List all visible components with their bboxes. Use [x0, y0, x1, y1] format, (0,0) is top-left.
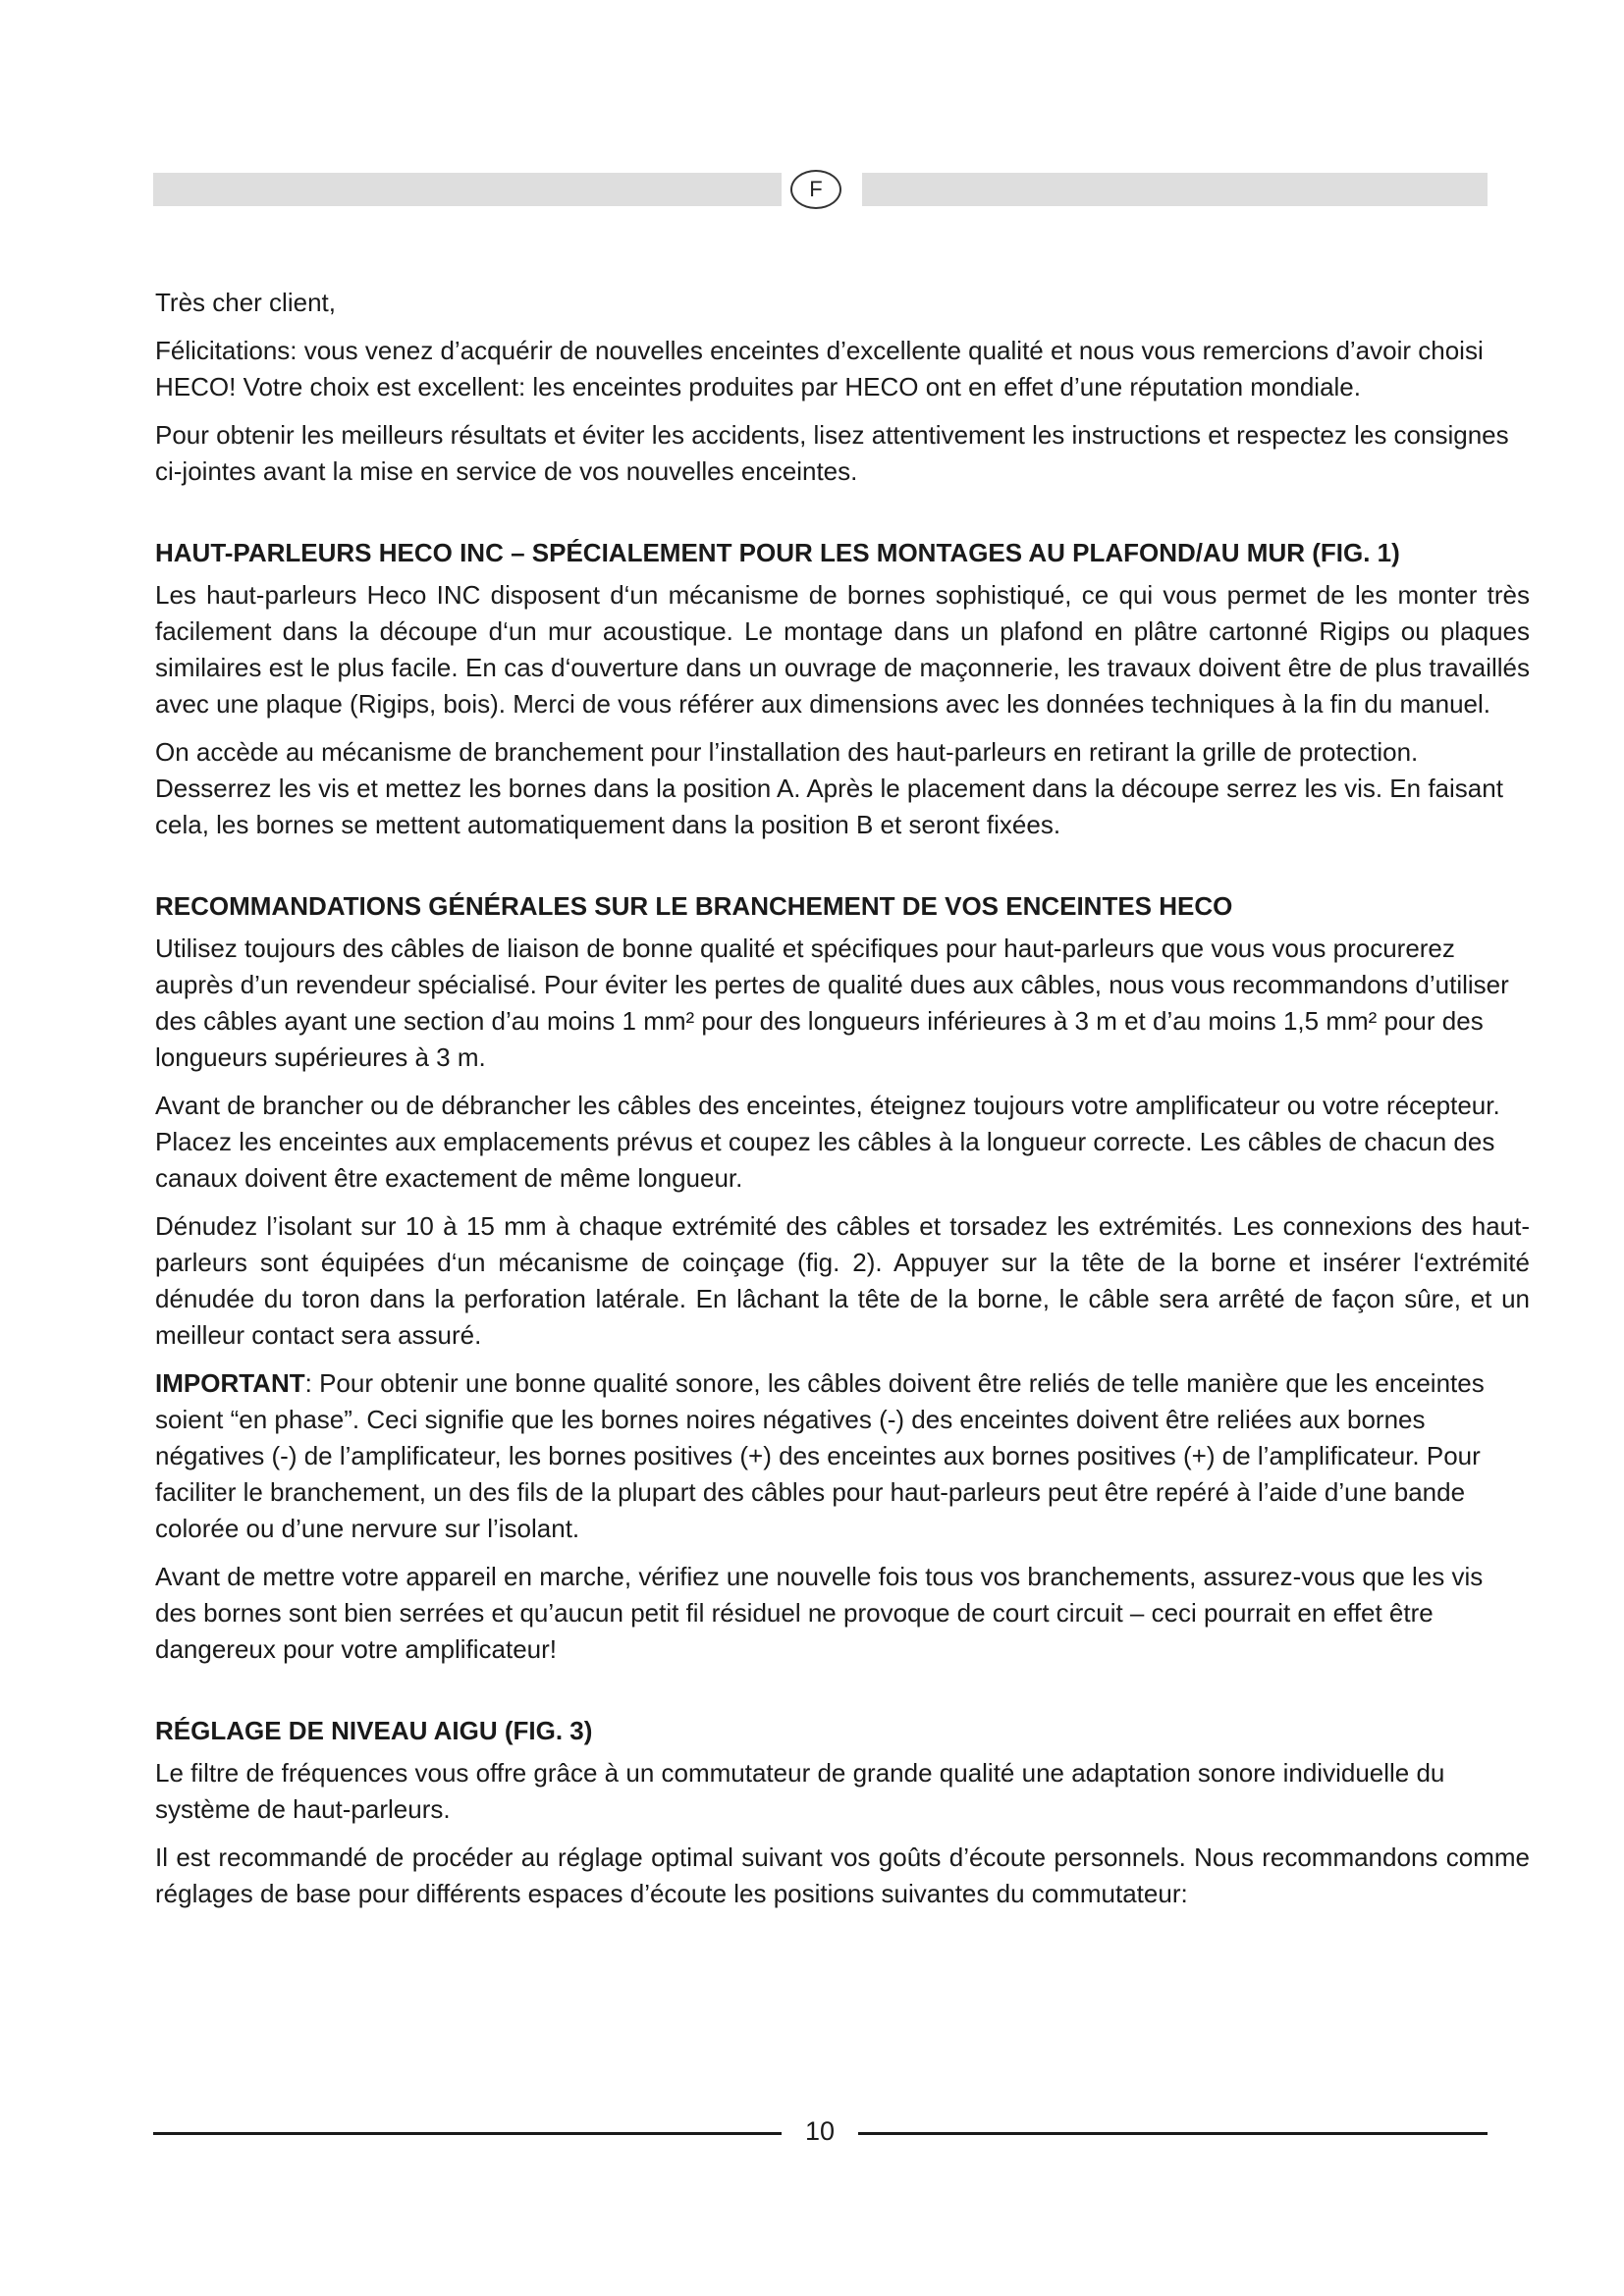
section3-paragraph-1: Le filtre de fréquences vous offre grâce à un commutateur de grande qualité une adaptation sonore individuelle du système de haut-parleurs.	[155, 1758, 1445, 1824]
section2-paragraph-3: Dénudez l’isolant sur 10 à 15 mm à chaque extrémité des câbles et torsadez les extrémités. Les connexions des haut-parleurs sont équipées d‘un mécanisme de coinçage (fig. 2). Appuyer sur la tête de la borne et insérer l‘extrémité dénudée du toron dans la perforation latérale. En lâchant la tête de la borne, le câble sera arrêté de façon sûre, et un meilleur contact sera assuré.	[155, 1211, 1530, 1350]
intro-paragraph-2: Pour obtenir les meilleurs résultats et éviter les accidents, lisez attentivement les instructions et respectez les consignes ci-jointes avant la mise en service de vos nouvelles enceintes.	[155, 420, 1509, 486]
header-bar-right	[862, 173, 1488, 206]
footer-rule-right	[858, 2132, 1488, 2135]
section1-paragraph-1: Les haut-parleurs Heco INC disposent d‘un mécanisme de bornes sophistiqué, ce qui vous permet de les monter très facilement dans la découpe d‘un mur acoustique. Le montage dans un plafond en plâtre cartonné Rigips ou plaques similaires est le plus facile. En cas d‘ouverture dans un ouvrage de maçonnerie, les travaux doivent être de plus travaillés avec une plaque (Rigips, bois). Merci de vous référer aux dimensions avec les données techniques à la fin du manuel.	[155, 580, 1530, 719]
section1-paragraph-2: On accède au mécanisme de branchement pour l’installation des haut-parleurs en retirant la grille de protection. Desserrez les vis et mettez les bornes dans la position A. Après le placement dans la découpe serrez les vis. En faisant cela, les bornes se mettent automatiquement dans la position B et seront fixées.	[155, 737, 1503, 839]
section-heading-recommendations: RECOMMANDATIONS GÉNÉRALES SUR LE BRANCHEMENT DE VOS ENCEINTES HECO	[155, 891, 1233, 921]
greeting: Très cher client,	[155, 288, 336, 317]
section2-paragraph-important	[155, 1365, 1530, 1547]
footer-rule-left	[153, 2132, 782, 2135]
section2-paragraph-2: Avant de brancher ou de débrancher les câbles des enceintes, éteignez toujours votre amplificateur ou votre récepteur. Placez les enceintes aux emplacements prévus et coupez les câbles à la longueur correcte. Les câbles de chacun des canaux doivent être exactement de même longueur.	[155, 1091, 1500, 1193]
important-text: : Pour obtenir une bonne qualité sonore, les câbles doivent être reliés de telle manière que les enceintes soient “en phase”. Ceci signifie que les bornes noires négatives (-) des enceintes doivent être reliées aux bornes négatives (-) de l’amplificateur, les bornes positives (+) des enceintes aux bornes positives (+) de l’amplificateur. Pour faciliter le branchement, un des fils de la plupart des câbles pour haut-parleurs peut être repéré à l’aide d’une bande colorée ou d’une nervure sur l’isolant.	[155, 1368, 1485, 1543]
intro-paragraph-1: Félicitations: vous venez d’acquérir de nouvelles enceintes d’excellente qualité et nous vous remercions d’avoir choisi HECO! Votre choix est excellent: les enceintes produites par HECO ont en effet d’une réputation mondiale.	[155, 336, 1484, 401]
section-heading-treble-level: RÉGLAGE DE NIVEAU AIGU (FIG. 3)	[155, 1716, 593, 1745]
language-badge: F	[790, 170, 841, 209]
section2-paragraph-1: Utilisez toujours des câbles de liaison de bonne qualité et spécifiques pour haut-parleurs que vous vous procurerez auprès d’un revendeur spécialisé. Pour éviter les pertes de qualité dues aux câbles, nous vous recommandons d’utiliser des câbles ayant une section d’au moins 1 mm² pour des longueurs inférieures à 3 m et d’au moins 1,5 mm² pour des longueurs supérieures à 3 m.	[155, 934, 1509, 1072]
page-number: 10	[804, 2116, 836, 2146]
section2-paragraph-5: Avant de mettre votre appareil en marche, vérifiez une nouvelle fois tous vos branchements, assurez-vous que les vis des bornes sont bien serrées et qu’aucun petit fil résiduel ne provoque de court circuit – ceci pourrait en effet être dangereux pour votre amplificateur!	[155, 1562, 1484, 1664]
important-label: IMPORTANT	[155, 1368, 305, 1398]
document-body	[155, 285, 1530, 1924]
header-bar-left	[153, 173, 782, 206]
section-heading-inc: HAUT-PARLEURS HECO INC – SPÉCIALEMENT POUR LES MONTAGES AU PLAFOND/AU MUR (FIG. 1)	[155, 538, 1400, 567]
section3-paragraph-2: Il est recommandé de procéder au réglage optimal suivant vos goûts d’écoute personnels. Nous recommandons comme réglages de base pour différents espaces d’écoute les positions suivantes du commutateur:	[155, 1842, 1530, 1908]
